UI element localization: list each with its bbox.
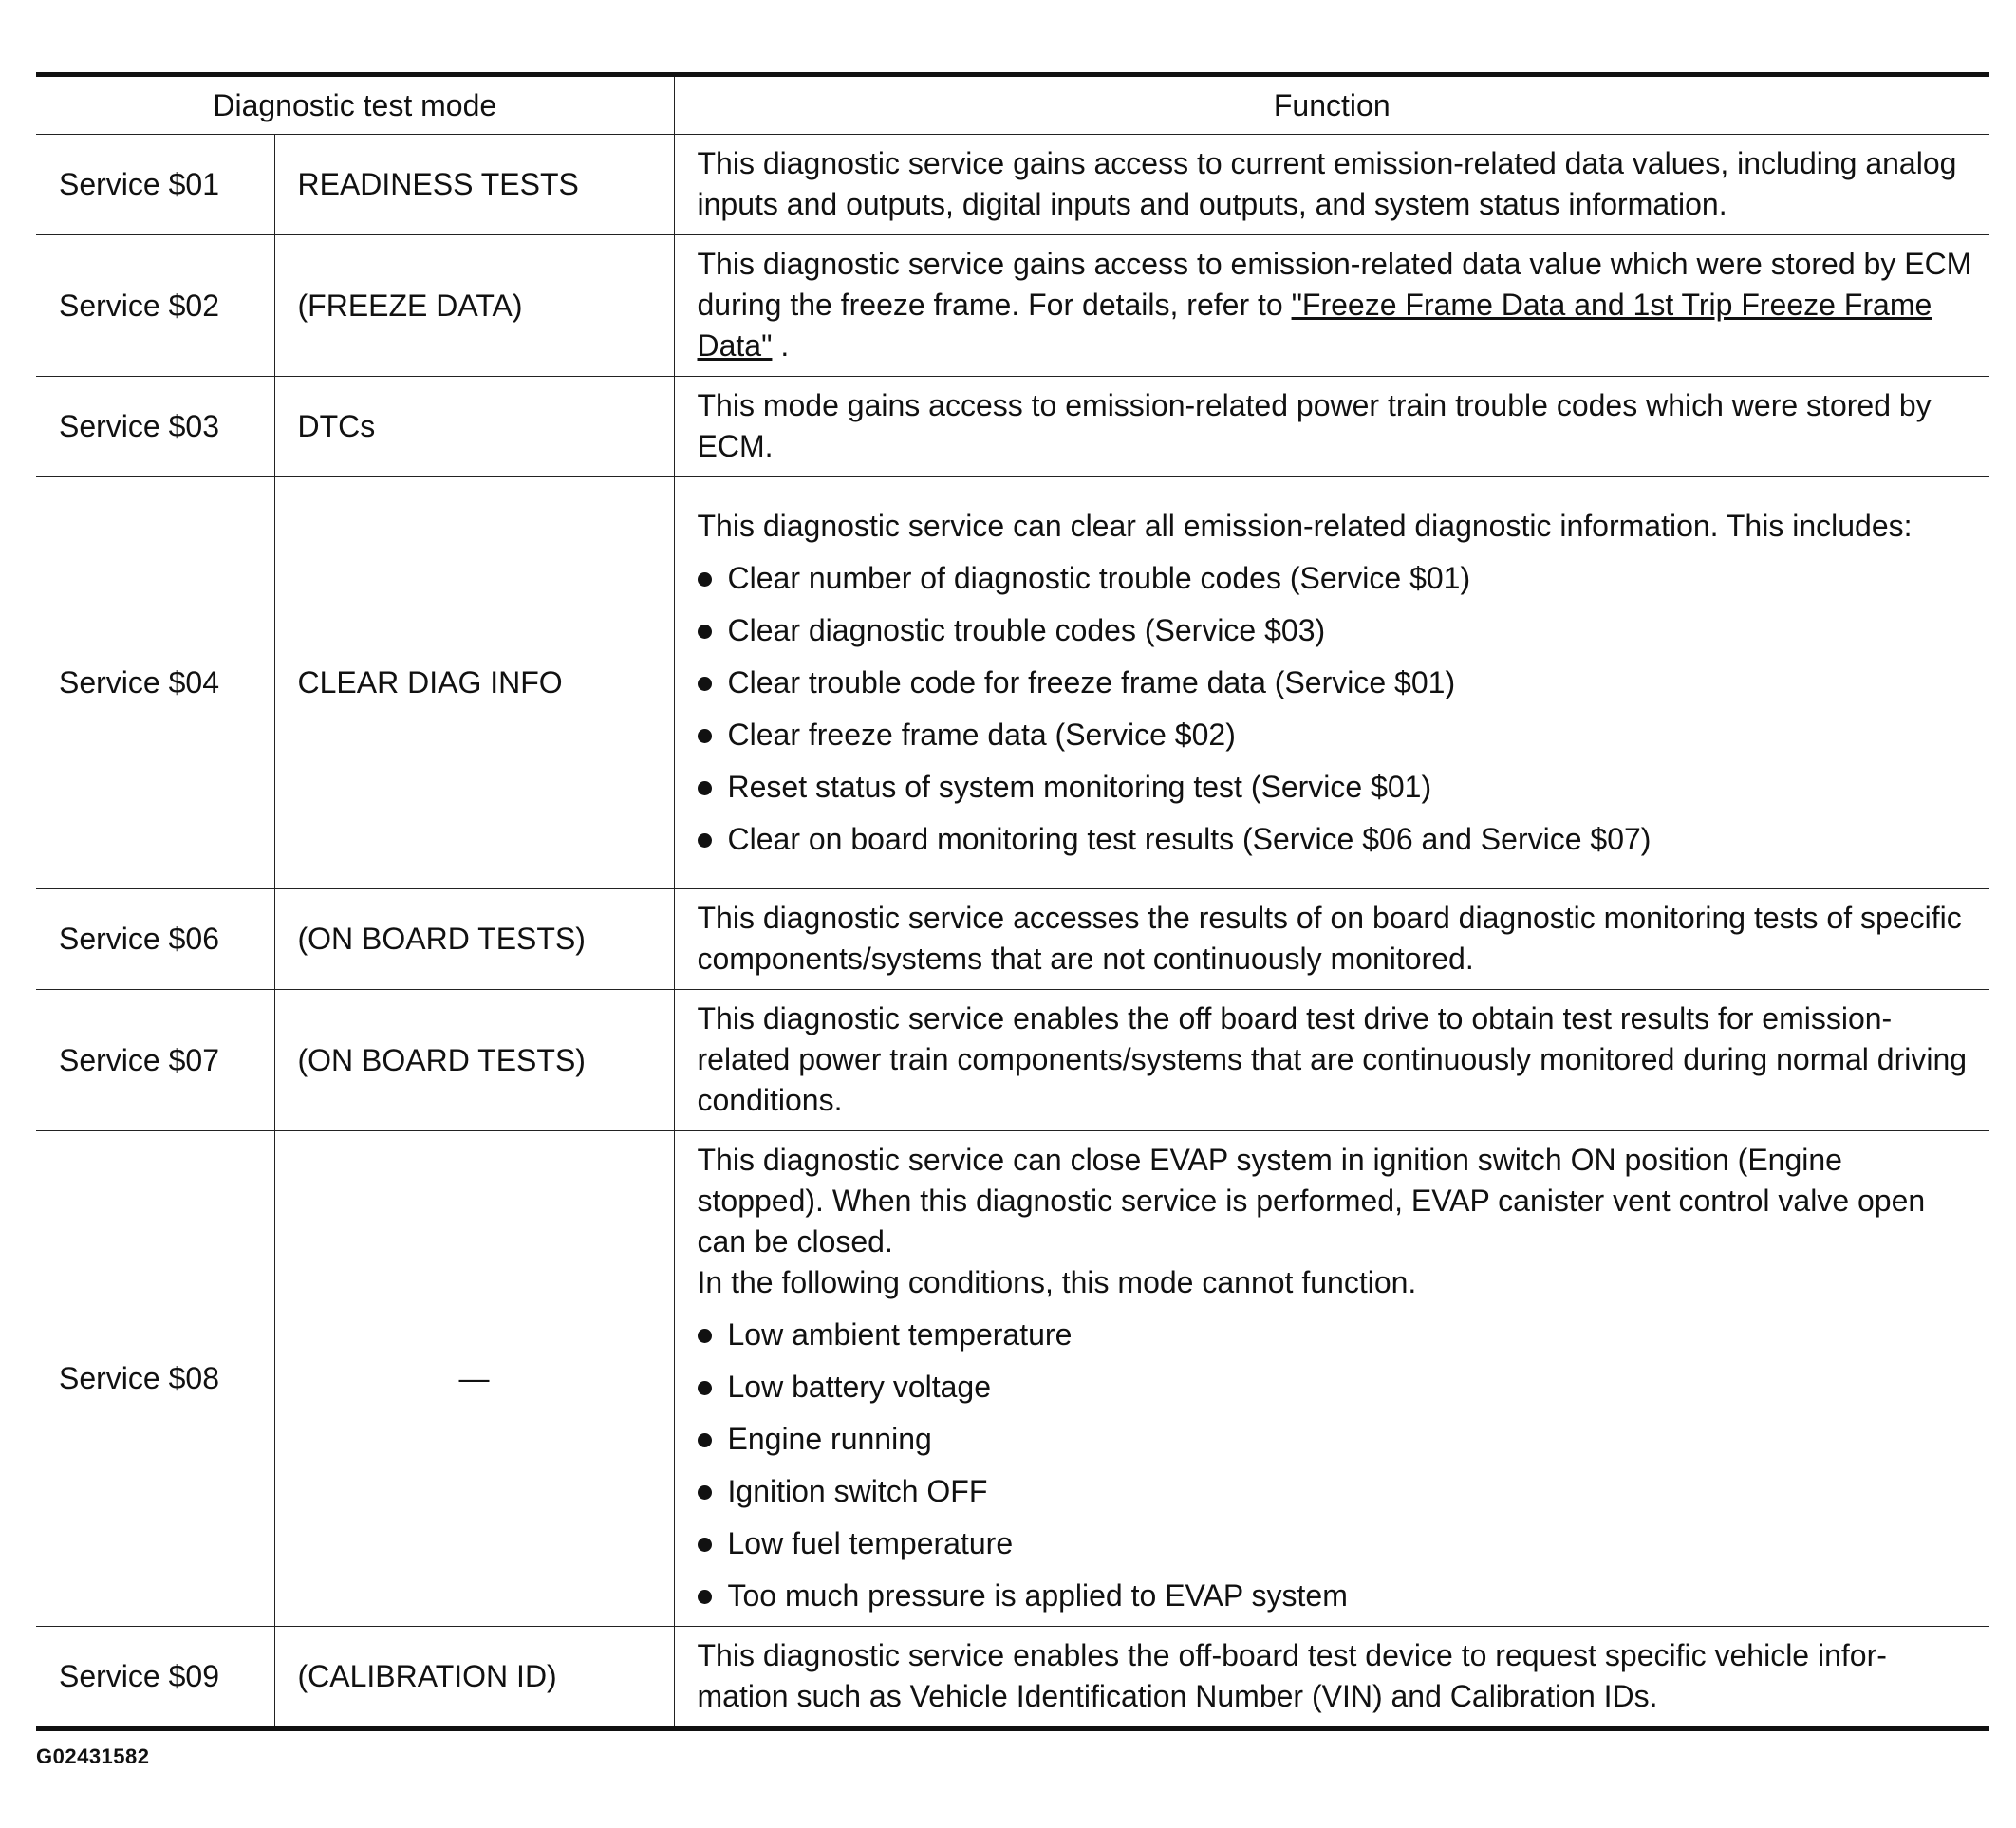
bullet-icon	[698, 729, 712, 743]
service-code: Service $07	[36, 990, 274, 1131]
list-item	[698, 1367, 1977, 1408]
list-item-text: Low battery voltage	[727, 1370, 991, 1404]
function-cell	[674, 990, 1989, 1131]
service-code: Service $06	[36, 889, 274, 990]
list-item	[698, 1471, 1977, 1512]
list-item-text: Engine running	[727, 1422, 932, 1456]
function-text: This diagnostic service gains access to current emission-related data values, including analog inputs and outputs, digital inputs and outputs, and system status information.	[697, 146, 1957, 221]
function-cell	[674, 889, 1989, 990]
bullet-icon	[698, 1433, 712, 1447]
table-row-service-07	[36, 990, 1989, 1131]
condition-list	[698, 1315, 1977, 1616]
table-row-service-03	[36, 377, 1989, 477]
bullet-icon	[698, 1538, 712, 1552]
diagnostic-document	[36, 72, 1989, 1731]
bullet-icon	[698, 572, 712, 587]
service-code: Service $04	[36, 477, 274, 889]
function-text: This diagnostic service accesses the results of on board diagnostic monitoring tests of specific components/systems that are not continuously monitored.	[697, 901, 1962, 976]
table-row-service-08	[36, 1131, 1989, 1627]
function-cell	[674, 235, 1989, 377]
service-name: (CALIBRATION ID)	[274, 1627, 674, 1729]
list-item-text: Low ambient temperature	[727, 1317, 1073, 1352]
service-code: Service $08	[36, 1131, 274, 1627]
service-code: Service $03	[36, 377, 274, 477]
function-text: This mode gains access to emission-related power train trouble codes which were stored by ECM.	[697, 388, 1932, 463]
list-item-text: Low fuel temperature	[727, 1526, 1014, 1560]
service-name: —	[274, 1131, 674, 1627]
list-item-text: Clear diagnostic trouble codes (Service $03)	[727, 612, 1326, 647]
function-text: This diagnostic service enables the off-board test device to request specific vehicle infor-mation such as Vehicle Identification Number (VIN) and Calibration IDs.	[697, 1638, 1887, 1713]
diagnostic-service-table	[36, 72, 1989, 1731]
table-header-row	[36, 75, 1989, 135]
header-diagnostic-test-mode: Diagnostic test mode	[36, 75, 674, 135]
bullet-icon	[698, 1329, 712, 1343]
bullet-icon	[698, 1590, 712, 1604]
bullet-icon	[698, 833, 712, 848]
table-row-service-09	[36, 1627, 1989, 1729]
list-item-text: Clear number of diagnostic trouble codes (Service $01)	[727, 560, 1471, 595]
list-item	[698, 767, 1977, 808]
function-cell	[674, 377, 1989, 477]
list-item	[698, 1315, 1977, 1355]
bullet-icon	[698, 781, 712, 795]
function-cell	[674, 1627, 1989, 1729]
table-row-service-01	[36, 135, 1989, 235]
service-name: (ON BOARD TESTS)	[274, 990, 674, 1131]
list-item	[698, 1523, 1977, 1564]
function-intro: This diagnostic service can clear all emission-related diagnostic information. This includes:	[697, 508, 1913, 543]
service-code: Service $02	[36, 235, 274, 377]
service-name: (FREEZE DATA)	[274, 235, 674, 377]
list-item	[698, 715, 1977, 755]
function-text	[698, 244, 1977, 366]
bullet-icon	[698, 1381, 712, 1395]
list-item	[698, 1419, 1977, 1460]
service-name: CLEAR DIAG INFO	[274, 477, 674, 889]
function-text-after-link: .	[772, 328, 790, 363]
header-function: Function	[674, 75, 1989, 135]
bullet-icon	[698, 1485, 712, 1500]
freeze-frame-data-link[interactable]: "Freeze Frame Data and 1st Trip Freeze Frame Data"	[697, 288, 1932, 363]
list-item-text: Reset status of system monitoring test (Service $01)	[727, 769, 1432, 804]
function-intro: This diagnostic service can close EVAP system in ignition switch ON position (Engine stopped). When this diagnostic service is performed, EVAP canister vent control valve open can be closed.	[697, 1143, 1926, 1259]
list-item-text: Ignition switch OFF	[727, 1474, 988, 1508]
service-name: READINESS TESTS	[274, 135, 674, 235]
list-item-text: Clear trouble code for freeze frame data (Service $01)	[727, 664, 1456, 699]
table-row-service-06	[36, 889, 1989, 990]
list-item	[698, 558, 1977, 599]
function-cell	[674, 477, 1989, 889]
list-item-text: Clear freeze frame data (Service $02)	[727, 717, 1236, 752]
function-cell	[674, 135, 1989, 235]
function-text-before-link: This diagnostic service gains access to emission-related data value which were stored by ECM during the freeze frame. For details, refer to	[697, 247, 1972, 322]
bullet-icon	[698, 625, 712, 639]
service-code: Service $01	[36, 135, 274, 235]
function-intro-conditions: In the following conditions, this mode cannot function.	[697, 1265, 1417, 1299]
list-item	[698, 610, 1977, 651]
figure-code: G02431582	[36, 1744, 150, 1768]
service-name: (ON BOARD TESTS)	[274, 889, 674, 990]
list-item	[698, 662, 1977, 703]
service-name: DTCs	[274, 377, 674, 477]
service-code: Service $09	[36, 1627, 274, 1729]
function-cell	[674, 1131, 1989, 1627]
list-item-text: Too much pressure is applied to EVAP system	[727, 1578, 1348, 1613]
list-item-text: Clear on board monitoring test results (Service $06 and Service $07)	[727, 821, 1652, 856]
table-row-service-02	[36, 235, 1989, 377]
bullet-icon	[698, 677, 712, 691]
list-item	[698, 819, 1977, 860]
list-item	[698, 1576, 1977, 1616]
table-row-service-04	[36, 477, 1989, 889]
clear-items-list	[698, 558, 1977, 860]
function-text: This diagnostic service enables the off board test drive to obtain test results for emission-related power train components/systems that are continuously monitored during normal driving conditions.	[697, 1001, 1968, 1117]
